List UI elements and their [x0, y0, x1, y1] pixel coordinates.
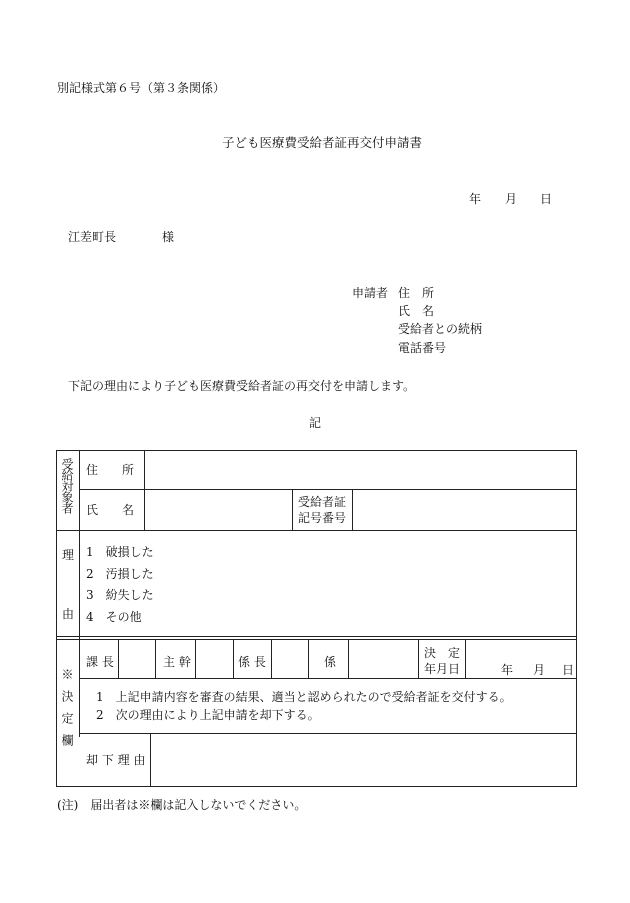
date-day: 日: [540, 192, 553, 206]
name-label: 氏 名: [86, 503, 135, 517]
kettei-label-2: 年月日: [424, 662, 461, 676]
cert-number-label-2: 記号番号: [298, 511, 347, 525]
kacho-label: 課 長: [86, 655, 114, 669]
applicant-phone-label: 電話番号: [398, 341, 447, 355]
applicant-address-label: 住 所: [398, 286, 435, 300]
decision-option: 1 上記申請内容を審査の結果、適当と認められたので受給者証を交付する。: [96, 690, 512, 704]
reason-option: 1 破損した: [86, 545, 154, 559]
decision-label: ※決定欄: [60, 668, 74, 756]
form-number-label: 別記様式第６号（第３条関係）: [57, 81, 226, 95]
reason-label-bottom: 由: [62, 607, 75, 621]
kakari-label: 係: [324, 655, 337, 669]
rejection-reason-label: 却 下 理 由: [86, 753, 146, 767]
kettei-label-1: 決 定: [424, 646, 461, 660]
applicant-name-label: 氏 名: [398, 304, 435, 318]
reason-option: 4 その他: [86, 610, 142, 624]
date-month: 月: [505, 192, 518, 206]
recipient-label: 受給対象者: [60, 458, 74, 513]
cert-number-label-1: 受給者証: [298, 495, 347, 509]
date-year: 年: [469, 192, 482, 206]
shukan-label: 主 幹: [163, 655, 191, 669]
document-title: 子ども医療費受給者証再交付申請書: [222, 135, 423, 150]
addressee: 江差町長: [68, 230, 117, 244]
kettei-month: 月: [533, 663, 546, 677]
reason-option: 3 紛失した: [86, 588, 154, 602]
reason-label-top: 理: [62, 548, 75, 562]
decision-option: 2 次の理由により上記申請を却下する。: [96, 708, 320, 722]
kakaricho-label: 係 長: [238, 655, 266, 669]
ki-label: 記: [309, 416, 322, 430]
address-label: 住 所: [86, 463, 135, 477]
applicant-label: 申請者: [352, 286, 389, 300]
footnote: (注) 届出者は※欄は記入しないでください。: [57, 798, 307, 812]
reason-option: 2 汚損した: [86, 567, 154, 581]
kettei-year: 年: [501, 663, 514, 677]
honorific: 様: [162, 230, 175, 244]
kettei-day: 日: [562, 663, 575, 677]
applicant-relation-label: 受給者との続柄: [398, 322, 483, 336]
request-statement: 下記の理由により子ども医療費受給者証の再交付を申請します。: [68, 379, 416, 393]
